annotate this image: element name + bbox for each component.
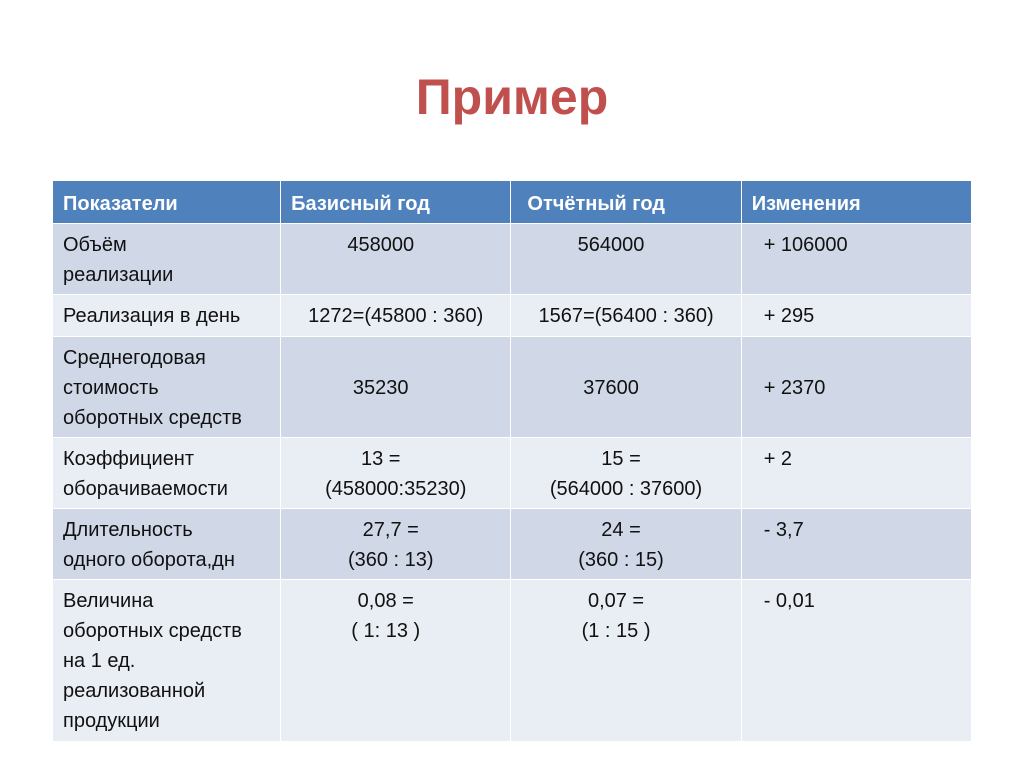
cell-text: 27,7 = <box>362 519 419 541</box>
cell-text: Величина <box>63 590 154 612</box>
cell-text: + 106000 <box>763 234 848 256</box>
cell-change <box>741 337 971 438</box>
cell-base <box>281 438 511 509</box>
cell-text: 37600 <box>583 377 639 399</box>
cell-change <box>741 224 971 295</box>
cell-text: 1567=(56400 : 360) <box>538 305 714 327</box>
cell-report <box>511 337 741 438</box>
slide-title: Пример <box>415 69 609 125</box>
data-table <box>52 180 972 742</box>
table-row <box>53 509 972 580</box>
table-row <box>53 438 972 509</box>
cell-text: (360 : 13) <box>347 549 434 571</box>
cell-text: 458000 <box>347 234 415 256</box>
cell-indicator <box>53 337 281 438</box>
cell-base <box>281 224 511 295</box>
cell-change <box>741 295 971 337</box>
cell-report <box>511 580 741 742</box>
header-base-year: Базисный год <box>281 181 511 224</box>
cell-text: реализованной <box>63 680 206 702</box>
cell-text: 24 = <box>601 519 641 541</box>
cell-report <box>511 295 741 337</box>
cell-indicator <box>53 509 281 580</box>
cell-base <box>281 337 511 438</box>
table-row <box>53 580 972 742</box>
cell-indicator <box>53 295 281 337</box>
header-report-year: Отчётный год <box>511 181 741 224</box>
cell-text: стоимость <box>63 377 159 399</box>
cell-indicator <box>53 438 281 509</box>
cell-text: Реализация в день <box>63 305 241 327</box>
cell-change <box>741 580 971 742</box>
cell-text: реализации <box>63 264 174 286</box>
cell-text: (360 : 15) <box>578 549 664 571</box>
cell-text: одного оборота,дн <box>63 549 235 571</box>
cell-text: продукции <box>63 710 160 732</box>
cell-text: на 1 ед. <box>63 650 136 672</box>
table-row <box>53 295 972 337</box>
cell-text: 1272=(45800 : 360) <box>308 305 484 327</box>
cell-text: 15 = <box>601 448 641 470</box>
cell-text: - 3,7 <box>763 519 804 541</box>
cell-report <box>511 509 741 580</box>
cell-text: - 0,01 <box>763 590 815 612</box>
header-change: Изменения <box>741 181 971 224</box>
table-header-row <box>53 181 972 224</box>
cell-indicator <box>53 224 281 295</box>
cell-text: оборотных средств <box>63 407 242 429</box>
cell-text: Коэффициент <box>63 448 195 470</box>
cell-report <box>511 438 741 509</box>
cell-report <box>511 224 741 295</box>
cell-text: 13 = <box>361 448 401 470</box>
cell-base <box>281 295 511 337</box>
cell-text: + 2370 <box>763 377 826 399</box>
cell-base <box>281 580 511 742</box>
header-indicator: Показатели <box>53 181 281 224</box>
cell-text: (1 : 15 ) <box>581 620 651 642</box>
cell-indicator <box>53 580 281 742</box>
cell-text: ( 1: 13 ) <box>351 620 421 642</box>
cell-text: Среднегодовая <box>63 347 206 369</box>
cell-text: Длительность <box>63 519 193 541</box>
cell-text: 35230 <box>352 377 409 399</box>
cell-text: (564000 : 37600) <box>549 478 703 500</box>
cell-base <box>281 509 511 580</box>
cell-text: 0,07 = <box>587 590 645 612</box>
cell-text: + 2 <box>763 448 793 470</box>
cell-text: Объём <box>63 234 127 256</box>
cell-text: оборачиваемости <box>63 478 228 500</box>
cell-text: оборотных средств <box>63 620 242 642</box>
cell-text: + 295 <box>763 305 815 327</box>
cell-text: (458000:35230) <box>325 478 467 500</box>
cell-change <box>741 509 971 580</box>
cell-text: 0,08 = <box>357 590 414 612</box>
table-row <box>53 337 972 438</box>
cell-text: 564000 <box>577 234 645 256</box>
cell-change <box>741 438 971 509</box>
table-row <box>53 224 972 295</box>
